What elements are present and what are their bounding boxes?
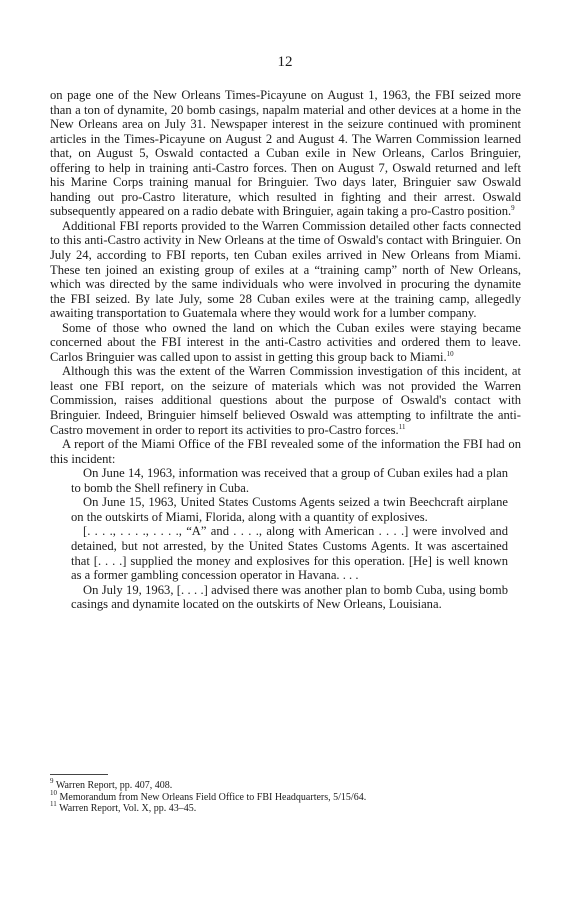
footnote-mark: 9 — [50, 777, 54, 785]
quote-paragraph-2: On June 15, 1963, United States Customs Agents seized a twin Beechcraft airplane on the outskirts of Miami, Florida, along with a quantity of explosives. — [71, 495, 508, 524]
quote-paragraph-4: On July 19, 1963, [. . . .] advised there was another plan to bomb Cuba, using bomb casings and dynamite located on the outskirts of New Orleans, Louisiana. — [71, 582, 508, 612]
footnote-text: Warren Report, pp. 407, 408. — [55, 780, 173, 791]
paragraph-5: A report of the Miami Office of the FBI revealed some of the information the FBI had on this incident: — [50, 437, 521, 466]
footnote-mark: 11 — [50, 800, 57, 808]
footnote-ref-10: 10 — [446, 349, 454, 358]
quote-paragraph-1: On June 14, 1963, information was received that a group of Cuban exiles had a plan to bomb the Shell refinery in Cuba. — [71, 466, 508, 495]
footnote-text: Memorandum from New Orleans Field Office to FBI Headquarters, 5/15/64. — [59, 791, 367, 803]
footnotes — [50, 777, 530, 815]
footnote-mark: 10 — [50, 788, 57, 797]
footnote-10 — [50, 788, 530, 804]
page-number: 12 — [277, 54, 293, 70]
paragraph-3 — [50, 321, 521, 365]
footnote-11 — [50, 800, 530, 815]
paragraph-2: Additional FBI reports provided to the Warren Commission detailed other facts connected to this anti-Castro activity in New Orleans at the time of Oswald's contact with Bringuier. On July 24, according to FBI reports, ten Cuban exiles arrived in New Orleans from Miami. These ten joined an existing group of exiles at a “training camp” north of New Orleans, which was directed by the same individuals who were involved in procuring the dynamite the FBI seized. By late July, some 28 Cuban exiles were at the training camp, allegedly awaiting transportation to Guatemala where they would work for a lumber company. — [50, 218, 521, 321]
block-quote — [71, 466, 508, 611]
footnote-9 — [50, 777, 530, 792]
footnote-divider — [50, 774, 108, 775]
paragraph-1-text: on page one of the New Orleans Times-Picayune on August 1, 1963, the FBI seized more than a ton of dynamite, 20 bomb casings, napalm material and other devices at a home in the New Orleans area on July 31. Newspaper interest in the seizure continued with prominent articles in the Times-Picayune on August 2 and August 4. The Warren Commission learned that, on August 5, Oswald contacted a Cuban exile in New Orleans, Carlos Bringuier, offering to help in training anti-Castro forces. Then on August 7, Oswald returned and left his Marine Corps training manual for Bringuier. Two days later, Bringuier saw Oswald handing out pro-Castro literature, which resulted in fighting and their arrest. Oswald subsequently appeared on a radio debate with Bringuier, again taking a pro-Castro position. — [50, 88, 521, 219]
paragraph-1 — [50, 88, 521, 219]
paragraph-4-text: Although this was the extent of the Warren Commission investigation of this incident, at least one FBI report, on the seizure of materials which was not provided the Warren Commission, raises additional questions about the purpose of Oswald's contact with Bringuier. Indeed, Bringuier himself believed Oswald was attempting to infiltrate the anti-Castro movement in order to report its activities to pro-Castro forces. — [50, 364, 521, 437]
paragraph-3-text: Some of those who owned the land on which the Cuban exiles were staying became concerned about the FBI interest in the anti-Castro activities and ordered them to leave. Carlos Bringuier was called upon to assist in getting this group back to Miami. — [50, 320, 521, 364]
quote-paragraph-3: [. . . ., . . . ., . . . ., “A” and . . . ., along with American . . . .] were involved and detained, but not arrested, by the United States Customs Agents. It was ascertained that [. . . .] supplied the money and explosives for this operation. [He] is well known as a former gambling concession operator in Havana. . . . — [71, 524, 508, 583]
footnote-text: Warren Report, Vol. X, pp. 43–45. — [59, 803, 197, 814]
body-text — [50, 88, 521, 612]
footnote-ref-11: 11 — [398, 422, 406, 431]
paragraph-4 — [50, 364, 521, 437]
footnote-ref-9: 9 — [511, 204, 515, 213]
